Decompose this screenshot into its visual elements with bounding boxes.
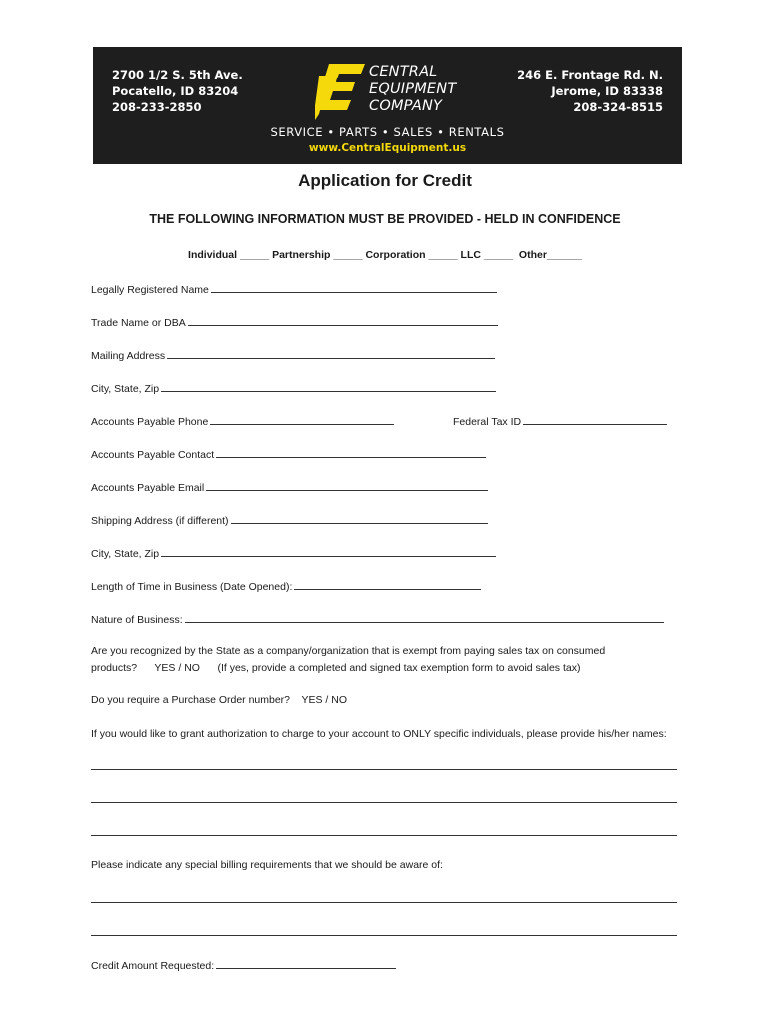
company-name-line: COMPANY [369,98,443,114]
nature-of-business-row [91,612,664,626]
time-in-business-field[interactable] [294,579,481,590]
billing-line-1[interactable] [91,902,677,903]
tax-exempt-question [91,643,681,676]
phone-number: 208-324-8515 [573,100,663,114]
shipping-city-state-zip-row [91,546,496,560]
form-subtitle: THE FOLLOWING INFORMATION MUST BE PROVIDED - HELD IN CONFIDENCE [149,212,621,226]
ap-phone-label: Accounts Payable Phone [91,416,209,428]
company-logo-icon [315,64,365,120]
address-line: 246 E. Frontage Rd. N. [517,68,663,82]
shipping-address-row [91,513,488,527]
mailing-address-field[interactable] [167,348,495,359]
legal-name-field[interactable] [211,282,497,293]
services-tagline: SERVICE • PARTS • SALES • RENTALS [270,125,505,139]
tax-exempt-yes-no[interactable]: products? YES / NO (If yes, provide a completed and signed tax exemption form to avoid sales tax) [91,661,581,674]
po-question[interactable]: Do you require a Purchase Order number? YES / NO [91,694,348,706]
time-in-business-label: Length of Time in Business (Date Opened): [91,581,293,593]
address-line: 2700 1/2 S. 5th Ave. [112,68,243,82]
legal-name-row [91,282,497,296]
nature-of-business-field[interactable] [185,612,664,623]
authorized-names-line-2[interactable] [91,802,677,803]
authorization-text: If you would like to grant authorization to charge to your account to ONLY specific individuals, please provide his/her names: [91,728,667,740]
trade-name-field[interactable] [188,315,498,326]
credit-amount-label: Credit Amount Requested: [91,960,215,972]
legal-name-label: Legally Registered Name [91,284,209,296]
header-banner [93,47,682,164]
company-name [369,64,456,115]
ap-phone-row [91,414,394,428]
mailing-address-label: Mailing Address [91,350,166,362]
ap-email-row [91,480,488,494]
city-state-zip-field[interactable] [161,381,496,392]
credit-amount-row [91,958,396,972]
company-name-line: CENTRAL [369,64,438,80]
company-name-line: EQUIPMENT [369,81,457,97]
website-link[interactable]: www.CentralEquipment.us [308,142,467,154]
entity-type-options[interactable]: Individual _____ Partnership _____ Corporation _____ LLC _____ Other______ [188,249,582,261]
time-in-business-row [91,579,481,593]
ap-contact-field[interactable] [216,447,486,458]
city-state-zip-label: City, State, Zip [91,383,160,395]
federal-tax-id-field[interactable] [523,414,667,425]
authorized-names-line-3[interactable] [91,835,677,836]
shipping-address-field[interactable] [231,513,488,524]
phone-number: 208-233-2850 [112,100,202,114]
ap-email-field[interactable] [206,480,488,491]
ap-phone-field[interactable] [210,414,394,425]
ap-contact-row [91,447,486,461]
federal-tax-id-label: Federal Tax ID [453,416,522,428]
jerome-address [517,67,663,115]
shipping-city-state-zip-field[interactable] [161,546,496,557]
authorized-names-line-1[interactable] [91,769,677,770]
pocatello-address [112,67,243,115]
tax-exempt-question-line: Are you recognized by the State as a company/organization that is exempt from paying sales tax on consumed [91,645,606,657]
shipping-address-label: Shipping Address (if different) [91,515,229,527]
billing-line-2[interactable] [91,935,677,936]
ap-email-label: Accounts Payable Email [91,482,205,494]
form-title: Application for Credit [298,171,472,190]
shipping-city-state-zip-label: City, State, Zip [91,548,160,560]
federal-tax-id-row [453,414,667,428]
credit-amount-field[interactable] [216,958,396,969]
address-line: Jerome, ID 83338 [551,84,663,98]
trade-name-label: Trade Name or DBA [91,317,186,329]
ap-contact-label: Accounts Payable Contact [91,449,215,461]
address-line: Pocatello, ID 83204 [112,84,239,98]
city-state-zip-row [91,381,496,395]
billing-requirements-text: Please indicate any special billing requirements that we should be aware of: [91,859,443,871]
trade-name-row [91,315,498,329]
mailing-address-row [91,348,495,362]
nature-of-business-label: Nature of Business: [91,614,183,626]
